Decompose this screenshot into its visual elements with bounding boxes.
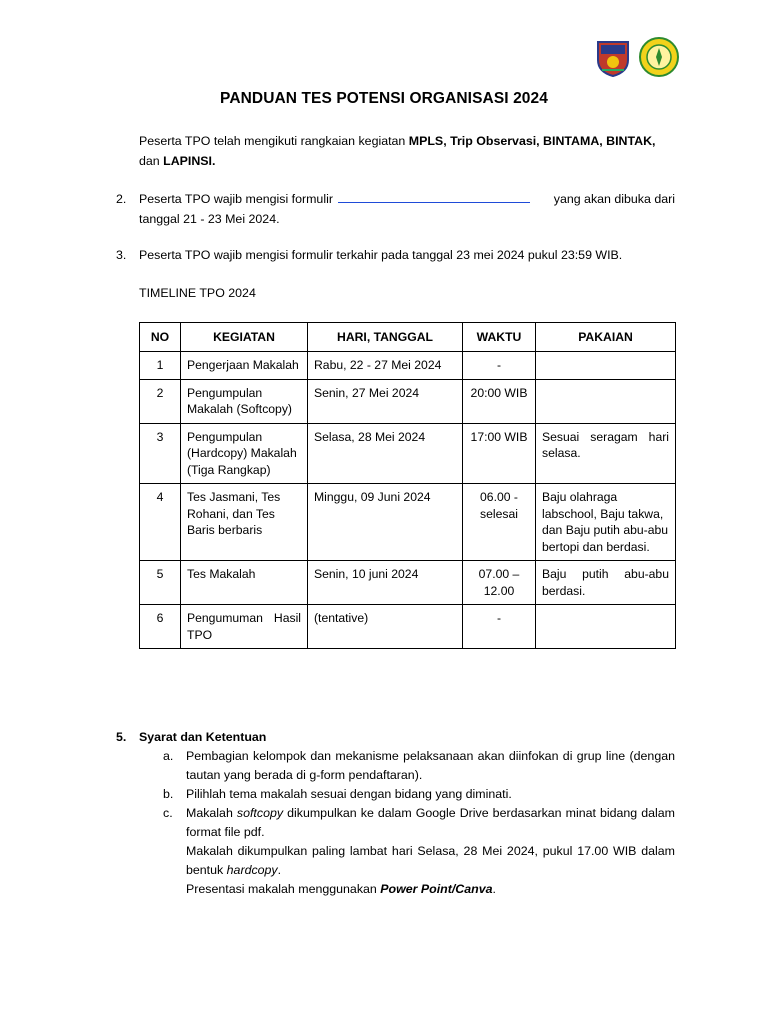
cell-pakaian xyxy=(536,352,676,380)
c2-post: . xyxy=(277,863,282,877)
header-logos xyxy=(592,36,680,78)
table-row xyxy=(140,352,676,380)
cell-pakaian xyxy=(536,605,676,649)
cell-waktu: - xyxy=(463,352,536,380)
syarat-c-label: c. xyxy=(163,806,173,820)
item2-number: 2. xyxy=(116,192,127,206)
c3-bolditalic: Power Point/Canva xyxy=(380,882,493,896)
intro-text-a: Peserta TPO telah mengikuti rangkaian kegiatan xyxy=(139,134,409,148)
cell-pakaian: Baju olahraga labschool, Baju takwa, dan Baju putih abu-abu bertopi dan berdasi. xyxy=(536,484,676,561)
cell-no: 2 xyxy=(140,379,181,423)
intro-bold-b: LAPINSI. xyxy=(163,154,216,168)
table-row xyxy=(140,484,676,561)
syarat-c-block xyxy=(186,804,675,899)
cell-kegiatan: Pengumpulan Makalah (Softcopy) xyxy=(181,379,308,423)
cell-kegiatan: Pengumuman Hasil TPO xyxy=(181,605,308,649)
cell-waktu: - xyxy=(463,605,536,649)
cell-hari: Rabu, 22 - 27 Mei 2024 xyxy=(308,352,463,380)
page-title: PANDUAN TES POTENSI ORGANISASI 2024 xyxy=(220,90,548,107)
table-row xyxy=(140,605,676,649)
cell-waktu: 17:00 WIB xyxy=(463,423,536,484)
col-header-kegiatan: KEGIATAN xyxy=(181,323,308,352)
cell-no: 4 xyxy=(140,484,181,561)
syarat-b-label: b. xyxy=(163,787,174,801)
col-header-hari: HARI, TANGGAL xyxy=(308,323,463,352)
item2-text-a: Peserta TPO wajib mengisi formulir xyxy=(139,192,333,206)
table-row xyxy=(140,423,676,484)
syarat-heading: Syarat dan Ketentuan xyxy=(139,730,267,744)
organization-seal-logo xyxy=(638,36,680,78)
cell-hari: Senin, 10 juni 2024 xyxy=(308,561,463,605)
syarat-a-text: Pembagian kelompok dan mekanisme pelaksanaan akan diinfokan di grup line (dengan tautan yang berada di g-form pendaftaran). xyxy=(186,749,675,782)
cell-hari: Minggu, 09 Juni 2024 xyxy=(308,484,463,561)
timeline-heading: TIMELINE TPO 2024 xyxy=(139,286,256,300)
cell-no: 5 xyxy=(140,561,181,605)
c2-pre: Makalah dikumpulkan paling lambat hari Selasa, 28 Mei 2024, pukul 17.00 WIB dalam bentuk xyxy=(186,844,675,877)
cell-kegiatan: Tes Jasmani, Tes Rohani, dan Tes Baris berbaris xyxy=(181,484,308,561)
table-header-row xyxy=(140,323,676,352)
item2-paragraph xyxy=(139,189,675,229)
timeline-table xyxy=(139,322,676,649)
syarat-c-line1 xyxy=(186,804,675,842)
cell-no: 3 xyxy=(140,423,181,484)
item3-number: 3. xyxy=(116,248,127,262)
c3-post: . xyxy=(492,882,496,896)
cell-waktu: 06.00 - selesai xyxy=(463,484,536,561)
col-header-no: NO xyxy=(140,323,181,352)
syarat-number: 5. xyxy=(116,730,127,744)
table-row xyxy=(140,561,676,605)
cell-no: 6 xyxy=(140,605,181,649)
intro-paragraph xyxy=(139,131,675,171)
syarat-c-line2 xyxy=(186,842,675,880)
cell-hari: (tentative) xyxy=(308,605,463,649)
cell-waktu: 20:00 WIB xyxy=(463,379,536,423)
col-header-waktu: WAKTU xyxy=(463,323,536,352)
cell-waktu: 07.00 – 12.00 xyxy=(463,561,536,605)
cell-pakaian: Baju putih abu-abu berdasi. xyxy=(536,561,676,605)
cell-pakaian xyxy=(536,379,676,423)
cell-kegiatan: Pengumpulan (Hardcopy) Makalah (Tiga Rangkap) xyxy=(181,423,308,484)
c1-pre: Makalah xyxy=(186,806,237,820)
school-crest-logo xyxy=(592,36,634,78)
form-link-blank[interactable] xyxy=(338,191,530,203)
table-row xyxy=(140,379,676,423)
col-header-pakaian: PAKAIAN xyxy=(536,323,676,352)
cell-hari: Senin, 27 Mei 2024 xyxy=(308,379,463,423)
cell-kegiatan: Pengerjaan Makalah xyxy=(181,352,308,380)
item2-text-b: yang akan dibuka dari xyxy=(553,192,675,206)
c3-pre: Presentasi makalah menggunakan xyxy=(186,882,381,896)
cell-kegiatan: Tes Makalah xyxy=(181,561,308,605)
syarat-b-text: Pilihlah tema makalah sesuai dengan bidang yang diminati. xyxy=(186,787,512,801)
c1-italic: softcopy xyxy=(236,806,284,820)
syarat-a-label: a. xyxy=(163,749,174,763)
syarat-c-line3 xyxy=(186,880,675,899)
c2-italic: hardcopy xyxy=(226,863,278,877)
cell-no: 1 xyxy=(140,352,181,380)
item2-text-c: tanggal 21 - 23 Mei 2024. xyxy=(139,212,280,226)
cell-pakaian: Sesuai seragam hari selasa. xyxy=(536,423,676,484)
item3-text: Peserta TPO wajib mengisi formulir terkahir pada tanggal 23 mei 2024 pukul 23:59 WIB. xyxy=(139,248,623,262)
cell-hari: Selasa, 28 Mei 2024 xyxy=(308,423,463,484)
intro-bold-a: MPLS, Trip Observasi, BINTAMA, BINTAK, xyxy=(408,134,656,148)
c1-post: dikumpulkan ke dalam Google Drive berdasarkan minat bidang dalam format file pdf. xyxy=(186,806,676,839)
intro-text-b: dan xyxy=(139,154,164,168)
